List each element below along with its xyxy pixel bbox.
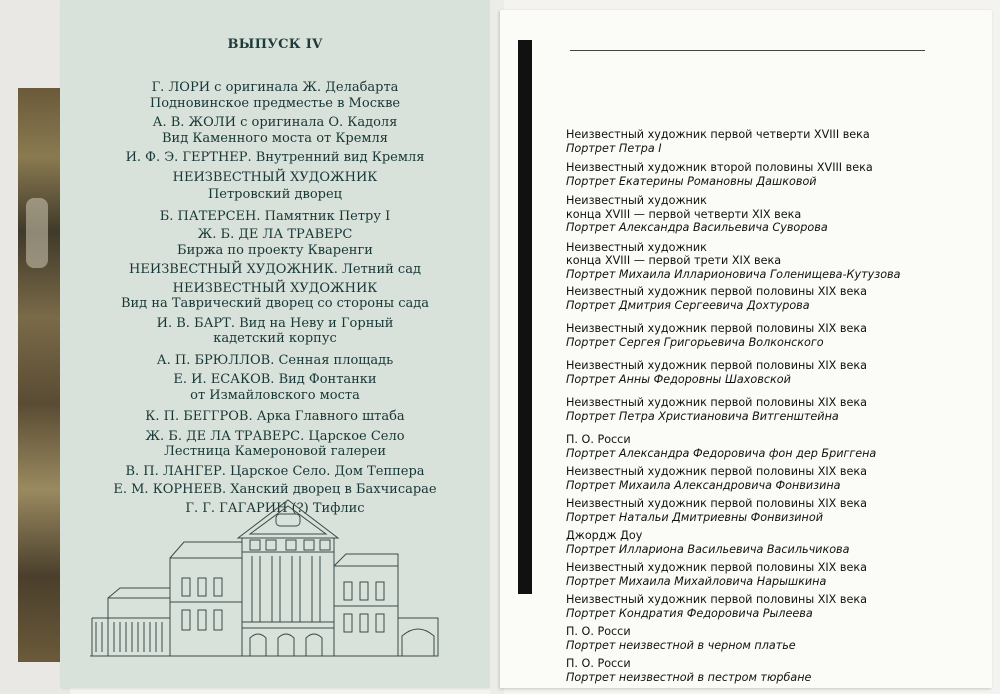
right-card: [500, 10, 992, 688]
portrait-entry: [566, 593, 976, 620]
work-line: Петровский дворец: [207, 187, 343, 202]
portrait-title: Портрет Петра I: [566, 141, 662, 155]
portrait-artist: Неизвестный художник первой половины XIX века: [566, 359, 867, 372]
portrait-title: Портрет Кондратия Федоровича Рылеева: [566, 606, 813, 620]
portrait-entry: [566, 285, 976, 312]
work-line: Ж. Б. ДЕ ЛА ТРАВЕРС. Царское Село: [145, 428, 405, 444]
portrait-title: Портрет Сергея Григорьевича Волконского: [566, 335, 824, 349]
work-line: И. В. БАРТ. Вид на Неву и Горный: [156, 315, 394, 331]
portrait-entry: [566, 194, 976, 235]
portrait-entry: [566, 497, 976, 524]
portrait-artist: Неизвестный художник первой половины XIX века: [566, 322, 867, 335]
works-list: [60, 80, 490, 516]
portrait-entry: [566, 241, 976, 282]
background-photo-fragment: [18, 88, 60, 662]
portrait-artist: П. О. Росси: [566, 625, 631, 638]
portrait-artist: Джордж Доу: [566, 529, 643, 542]
portrait-title: Портрет Михаила Александровича Фонвизина: [566, 478, 841, 492]
portrait-artist: П. О. Росси: [566, 433, 631, 446]
work-line: Б. ПАТЕРСЕН. Памятник Петру I: [159, 208, 391, 224]
issue-title: ВЫПУСК IV: [227, 37, 323, 52]
portrait-entry: [566, 625, 976, 652]
portrait-title: Портрет Петра Христиановича Витгенштейна: [566, 409, 839, 423]
top-rule: [570, 50, 925, 51]
work-line: Г. Г. ГАГАРИН (?) Тифлис: [185, 500, 365, 516]
portraits-list: [566, 128, 976, 684]
work-line: кадетский корпус: [213, 331, 337, 346]
portrait-artist: конца XVIII — первой четверти XIX века: [566, 207, 802, 221]
portrait-title: Портрет Анны Федоровны Шаховской: [566, 372, 791, 386]
portrait-artist: Неизвестный художник первой половины XIX века: [566, 497, 867, 510]
work-line: Вид на Таврический дворец со стороны сада: [120, 296, 430, 311]
portrait-entry: [566, 396, 976, 423]
portrait-entry: [566, 433, 976, 460]
portrait-artist: Неизвестный художник первой половины XIX века: [566, 285, 867, 298]
portrait-title: Портрет Михаила Илларионовича Голенищева-Кутузова: [566, 267, 901, 281]
work-line: от Измайловского моста: [190, 387, 360, 403]
portrait-entry: [566, 359, 976, 386]
work-line: Вид Каменного моста от Кремля: [162, 130, 388, 146]
portrait-entry: [566, 465, 976, 492]
portrait-entry: [566, 529, 976, 556]
work-line: Е. И. ЕСАКОВ. Вид Фонтанки: [173, 372, 377, 387]
work-line: Биржа по проекту Кваренги: [177, 242, 373, 258]
portrait-artist: Неизвестный художник первой четверти XVIII века: [566, 128, 870, 141]
work-line: Подновинское предместье в Москве: [149, 95, 401, 111]
left-card: [60, 0, 490, 688]
portrait-title: Портрет Екатерины Романовны Дашковой: [566, 174, 817, 188]
work-line: Г. ЛОРИ с оригинала Ж. Делабарта: [151, 80, 399, 95]
portrait-title: Портрет Михаила Михайловича Нарышкина: [566, 574, 827, 588]
portrait-artist: Неизвестный художник второй половины XVIII века: [566, 161, 873, 174]
portrait-artist: П. О. Росси: [566, 657, 631, 670]
work-line: Ж. Б. ДЕ ЛА ТРАВЕРС: [197, 227, 353, 242]
portrait-entry: [566, 161, 976, 188]
building-engraving-icon: [90, 490, 450, 662]
work-line: К. П. БЕГГРОВ. Арка Главного штаба: [145, 409, 405, 424]
portrait-artist: Неизвестный художник первой половины XIX века: [566, 561, 867, 574]
portrait-artist: конца XVIII — первой трети XIX века: [566, 254, 782, 267]
portrait-artist: Неизвестный художник первой половины XIX века: [566, 465, 867, 478]
work-line: НЕИЗВЕСТНЫЙ ХУДОЖНИК: [172, 280, 378, 296]
portrait-artist: Неизвестный художник первой половины XIX века: [566, 593, 867, 606]
black-bar: [518, 40, 532, 594]
portrait-artist: Неизвестный художник первой половины XIX века: [566, 396, 867, 409]
work-line: Е. М. КОРНЕЕВ. Ханский дворец в Бахчисарае: [113, 482, 437, 497]
portrait-title: Портрет неизвестной в пестром тюрбане: [566, 670, 812, 684]
portrait-artist: Неизвестный художник: [566, 240, 707, 254]
work-line: А. В. ЖОЛИ с оригинала О. Кадоля: [152, 115, 398, 130]
portrait-artist: Неизвестный художник: [566, 194, 707, 207]
portrait-entry: [566, 128, 976, 155]
work-line: В. П. ЛАНГЕР. Царское Село. Дом Теппера: [125, 463, 425, 479]
work-line: НЕИЗВЕСТНЫЙ ХУДОЖНИК. Летний сад: [129, 262, 421, 277]
portrait-title: Портрет неизвестной в черном платье: [566, 638, 796, 652]
work-line: НЕИЗВЕСТНЫЙ ХУДОЖНИК: [172, 169, 378, 185]
portrait-title: Портрет Александра Федоровича фон дер Бриггена: [566, 446, 877, 460]
portrait-title: Портрет Натальи Дмитриевны Фонвизиной: [566, 510, 823, 524]
portrait-entry: [566, 561, 976, 588]
work-line: Лестница Камероновой галереи: [164, 444, 386, 459]
portrait-title: Портрет Дмитрия Сергеевича Дохтурова: [566, 298, 810, 312]
work-line: А. П. БРЮЛЛОВ. Сенная площадь: [156, 352, 394, 368]
portrait-title: Портрет Александра Васильевича Суворова: [566, 221, 828, 234]
portrait-entry: [566, 322, 976, 349]
work-line: И. Ф. Э. ГЕРТНЕР. Внутренний вид Кремля: [125, 150, 425, 165]
portrait-title: Портрет Иллариона Васильевича Васильчикова: [566, 542, 850, 556]
portrait-entry: [566, 657, 976, 684]
